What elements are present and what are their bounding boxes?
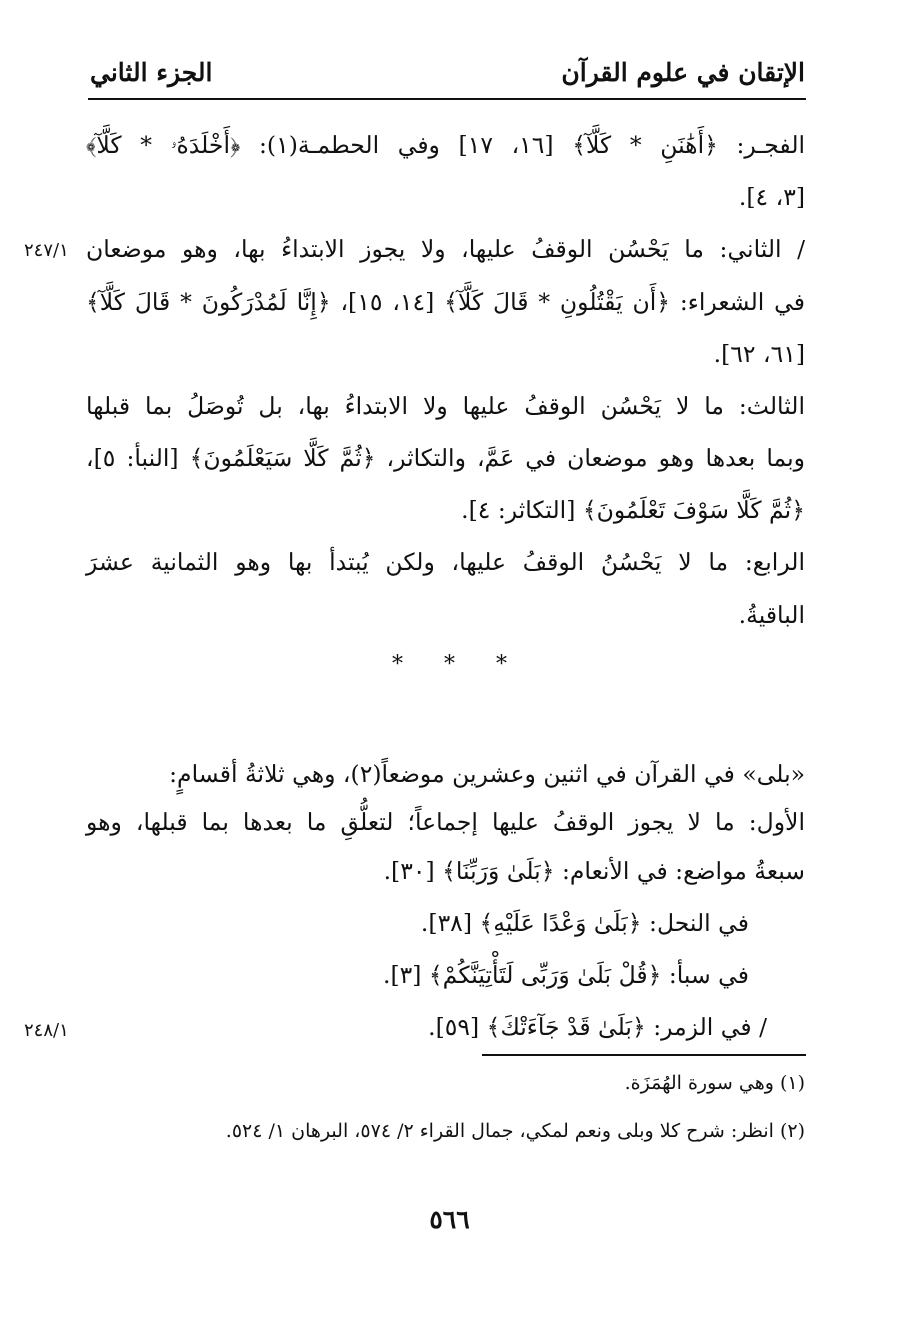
body-line: في الشعراء: ﴿أَن يَقْتُلُونِ * قَالَ كَلَّآ﴾ [١٤، ١٥]، ﴿إِنَّا لَمُدْرَكُونَ * قَالَ كَلَّآ﴾ <box>86 288 805 316</box>
body-line: / في الزمر: ﴿بَلَىٰ قَدْ جَآءَتْكَ﴾ [٥٩]. <box>428 1013 767 1041</box>
body-line: الفجـر: ﴿أَهَٰنَنِ * كَلَّآ﴾ [١٦، ١٧] وفي الحطمـة(١): ﴿أَخْلَدَهُۥ * كَلَّآ﴾ <box>86 131 806 159</box>
volume-label: الجزء الثاني <box>90 58 213 87</box>
margin-reference: ٢٤٧/١ <box>24 240 69 261</box>
body-line: في النحل: ﴿بَلَىٰ وَعْدًا عَلَيْهِ﴾ [٣٨]. <box>420 909 749 937</box>
body-line: في سبأ: ﴿قُلْ بَلَىٰ وَرَبِّى لَتَأْتِيَنَّكُمْ﴾ [٣]. <box>383 961 749 989</box>
body-line: وبما بعدها وهو موضعان في عَمَّ، والتكاثر، ﴿ثُمَّ كَلَّا سَيَعْلَمُونَ﴾ [النبأ: ٥]، <box>86 444 805 472</box>
body-line: الأول: ما لا يجوز الوقفُ عليها إجماعاً؛ لتعلُّقِ ما بعدها بما قبلها، وهو <box>86 808 805 836</box>
margin-reference: ٢٤٨/١ <box>24 1020 69 1041</box>
header-divider <box>88 98 806 100</box>
body-line: الثالث: ما لا يَحْسُن الوقفُ عليها ولا الابتداءُ بها، بل تُوصَلُ بما قبلها <box>86 392 805 420</box>
body-line: الرابع: ما لا يَحْسُنُ الوقفُ عليها، ولكن يُبتدأ بها وهو الثمانية عشرَ <box>86 548 805 576</box>
body-line: سبعةُ مواضع: في الأنعام: ﴿بَلَىٰ وَرَبِّنَا﴾ [٣٠]. <box>383 857 805 885</box>
body-line: [٣، ٤]. <box>738 183 805 211</box>
page-number: ٥٦٦ <box>429 1205 470 1234</box>
body-line: «بلى» في القرآن في اثنين وعشرين موضعاً(٢)، وهي ثلاثةُ أقسامٍ: <box>169 760 805 788</box>
book-title: الإتقان في علوم القرآن <box>561 58 805 87</box>
footnote-divider <box>482 1054 806 1056</box>
footnote: (٢) انظر: شرح كلا وبلى ونعم لمكي، جمال القراء ٢/ ٥٧٤، البرهان ١/ ٥٢٤. <box>225 1120 805 1142</box>
body-line: ﴿ثُمَّ كَلَّا سَوْفَ تَعْلَمُونَ﴾ [التكاثر: ٤]. <box>461 496 805 524</box>
body-line: الباقيةُ. <box>738 601 805 629</box>
body-line: / الثاني: ما يَحْسُن الوقفُ عليها، ولا يجوز الابتداءُ بها، وهو موضعان <box>86 235 805 263</box>
section-separator: * * * <box>392 652 507 677</box>
body-line: [٦١، ٦٢]. <box>713 340 805 368</box>
footnote: (١) وهي سورة الهُمَزَة. <box>624 1072 805 1094</box>
